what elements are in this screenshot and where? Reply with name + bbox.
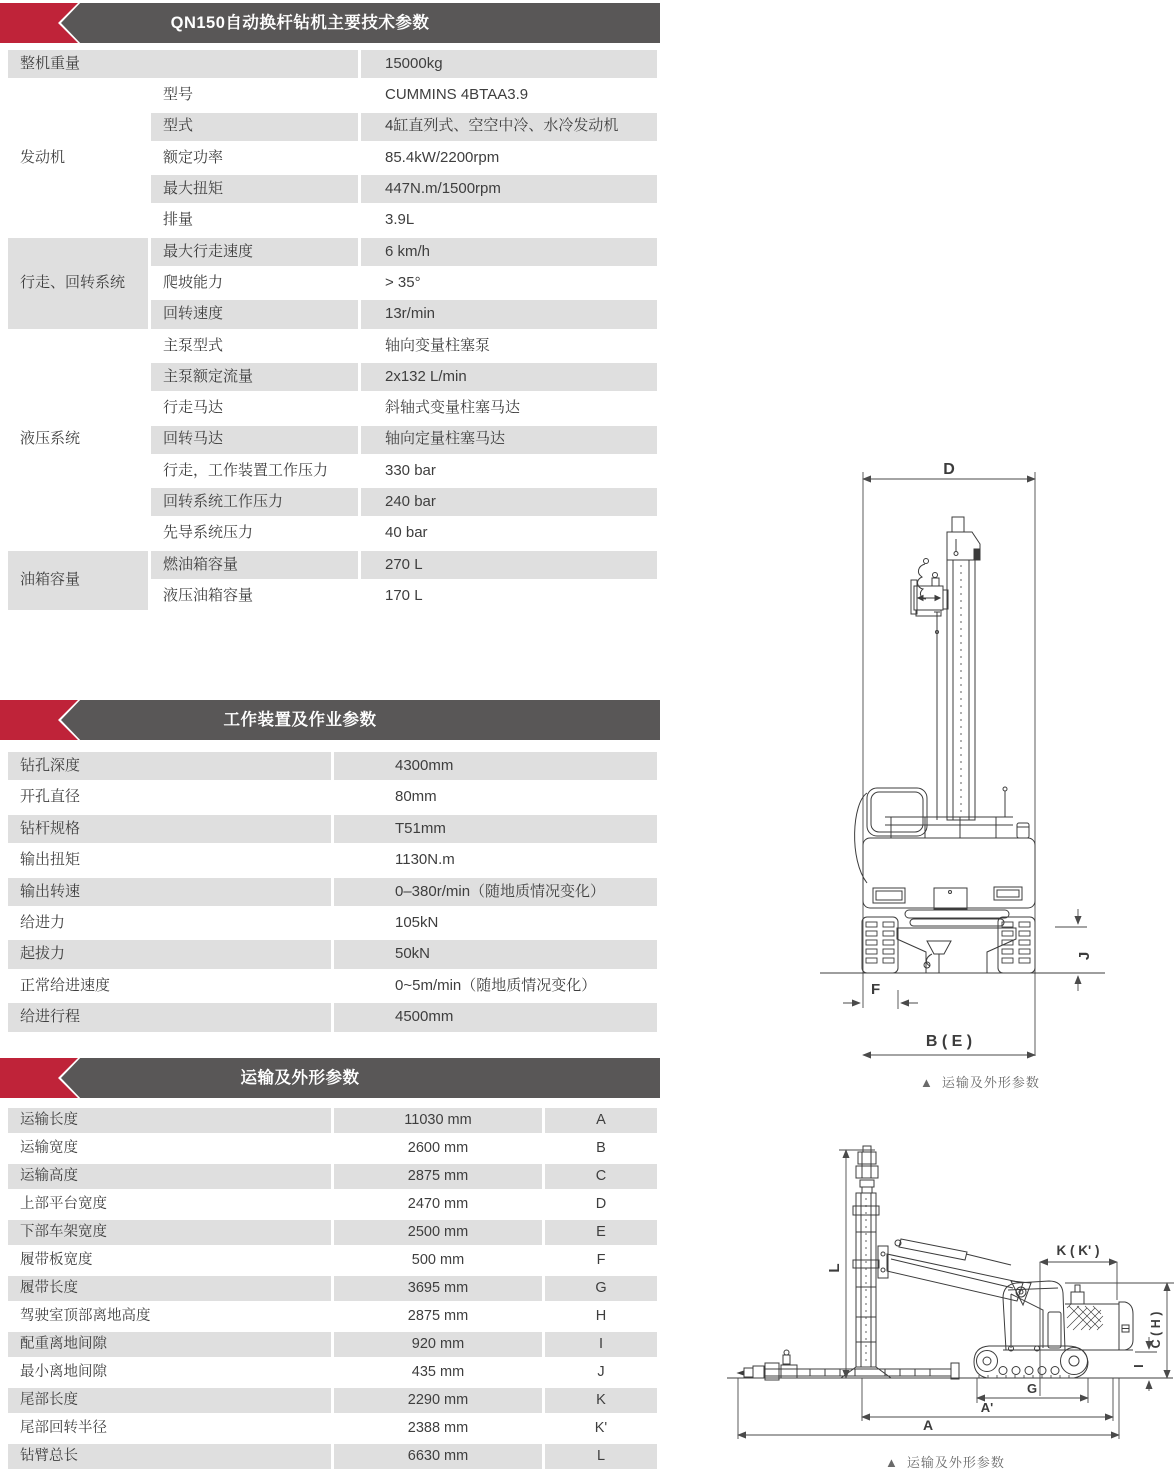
spec-row-value: 4缸直列式、空空中冷、水冷发动机: [361, 113, 657, 141]
spec-row-label: 下部车架宽度: [8, 1220, 331, 1245]
side-view-drawing: [715, 1142, 1174, 1447]
spec-row-value: 4300mm: [334, 752, 657, 780]
spec-row-value: 2875 mm: [334, 1304, 542, 1329]
spec-row-value: 500 mm: [334, 1248, 542, 1273]
dim-label-i: I: [1131, 1364, 1146, 1368]
spec-row-value: 3.9L: [361, 206, 657, 234]
dim-code: A: [545, 1108, 657, 1133]
spec-row-label: 正常给进速度: [8, 972, 331, 1000]
dim-code: K: [545, 1388, 657, 1413]
dim-code: I: [545, 1332, 657, 1357]
dim-code: K': [545, 1416, 657, 1441]
spec-row-value: 13r/min: [361, 300, 657, 328]
dim-code: C: [545, 1164, 657, 1189]
spec-row-label: 运输高度: [8, 1164, 331, 1189]
side-view-caption: [715, 1452, 1174, 1471]
front-view-drawing: [815, 460, 1145, 1085]
spec-row-value: 2500 mm: [334, 1220, 542, 1245]
triangle-marker-icon: ▲: [885, 1455, 898, 1470]
dim-label-d: D: [943, 461, 955, 478]
spec-row-label: 回转速度: [151, 300, 358, 328]
spec-row-label: 履带板宽度: [8, 1248, 331, 1273]
spec-row-value: 2875 mm: [334, 1164, 542, 1189]
spec-row-label: 行走马达: [151, 394, 358, 422]
dim-code: F: [545, 1248, 657, 1273]
dim-label-be: B ( E ): [925, 1033, 973, 1050]
spec-row-label: 输出扭矩: [8, 846, 331, 874]
dim-label-f: F: [871, 981, 881, 998]
spec-row-value: T51mm: [334, 815, 657, 843]
dim-label-a: A: [922, 1417, 934, 1433]
spec-group-label: 发动机: [8, 81, 148, 234]
dim-code: B: [545, 1136, 657, 1161]
spec-row-label: 排量: [151, 206, 358, 234]
spec-row-label: 液压油箱容量: [151, 582, 358, 610]
spec-row-label: 回转马达: [151, 426, 358, 454]
spec-row-value: CUMMINS 4BTAA3.9: [361, 81, 657, 109]
spec-row-label: 燃油箱容量: [151, 551, 358, 579]
spec-row-label: 型号: [151, 81, 358, 109]
spec-row-label: 最大扭矩: [151, 175, 358, 203]
spec-row-value: 240 bar: [361, 488, 657, 516]
dim-label-a-prime: A': [980, 1400, 994, 1415]
spec-row-value: 轴向定量柱塞马达: [361, 426, 657, 454]
spec-row-value: 4500mm: [334, 1003, 657, 1031]
spec-row-label: 钻臂总长: [8, 1444, 331, 1469]
work-params-table: [8, 752, 657, 1032]
spec-row-value: 2600 mm: [334, 1136, 542, 1161]
dimension-labels: [871, 461, 1093, 1050]
spec-row-value: 6 km/h: [361, 238, 657, 266]
dim-label-g: G: [1026, 1381, 1038, 1396]
spec-row-label: 最小离地间隙: [8, 1360, 331, 1385]
spec-row-value: 斜轴式变量柱塞马达: [361, 394, 657, 422]
spec-row-label: 钻孔深度: [8, 752, 331, 780]
dimension-lines: [738, 1150, 1174, 1439]
spec-row-label: 给进行程: [8, 1003, 331, 1031]
spec-row-value: 330 bar: [361, 457, 657, 485]
dim-label-ch: C ( H ): [1149, 1311, 1163, 1349]
dim-code: E: [545, 1220, 657, 1245]
spec-row-value: > 35°: [361, 269, 657, 297]
spec-row-label: 整机重量: [8, 50, 358, 78]
spec-row-value: 85.4kW/2200rpm: [361, 144, 657, 172]
spec-row-label: 行走，工作装置工作压力: [151, 457, 358, 485]
spec-row-label: 先导系统压力: [151, 519, 358, 547]
transport-params-title: 运输及外形参数: [240, 1069, 360, 1087]
spec-group-label: 液压系统: [8, 332, 148, 548]
spec-row-value: 0~5m/min（随地质情况变化）: [334, 972, 657, 1000]
spec-row-value: 2290 mm: [334, 1388, 542, 1413]
spec-group-label: 油箱容量: [8, 551, 148, 611]
dimension-labels: [826, 1243, 1163, 1433]
spec-row-value: 15000kg: [361, 50, 657, 78]
spec-row-value: 6630 mm: [334, 1444, 542, 1469]
work-params-header: [0, 700, 660, 740]
spec-row-value: 105kN: [334, 909, 657, 937]
spec-row-value: 435 mm: [334, 1360, 542, 1385]
spec-row-label: 主泵型式: [151, 332, 358, 360]
spec-row-value: 轴向变量柱塞泵: [361, 332, 657, 360]
spec-row-label: 主泵额定流量: [151, 363, 358, 391]
spec-row-value: 11030 mm: [334, 1108, 542, 1133]
spec-row-label: 额定功率: [151, 144, 358, 172]
spec-row-label: 运输宽度: [8, 1136, 331, 1161]
dim-label-j: J: [1076, 951, 1093, 961]
main-specs-table: [8, 50, 657, 610]
spec-row-label: 输出转速: [8, 878, 331, 906]
spec-row-value: 2470 mm: [334, 1192, 542, 1217]
spec-row-value: 0–380r/min（随地质情况变化）: [334, 878, 657, 906]
spec-row-value: 170 L: [361, 582, 657, 610]
dim-label-kk: K ( K' ): [1056, 1243, 1100, 1258]
dim-code: G: [545, 1276, 657, 1301]
dim-label-l: L: [826, 1263, 843, 1273]
dim-code: D: [545, 1192, 657, 1217]
spec-row-label: 爬坡能力: [151, 269, 358, 297]
spec-row-value: 80mm: [334, 783, 657, 811]
transport-params-header: [0, 1058, 660, 1098]
spec-row-label: 给进力: [8, 909, 331, 937]
spec-row-value: 920 mm: [334, 1332, 542, 1357]
spec-row-label: 开孔直径: [8, 783, 331, 811]
spec-row-label: 最大行走速度: [151, 238, 358, 266]
spec-row-value: 2x132 L/min: [361, 363, 657, 391]
spec-row-value: 50kN: [334, 940, 657, 968]
transport-params-table: [8, 1108, 657, 1469]
spec-row-value: 1130N.m: [334, 846, 657, 874]
spec-row-label: 配重离地间隙: [8, 1332, 331, 1357]
spec-row-label: 尾部长度: [8, 1388, 331, 1413]
spec-row-label: 回转系统工作压力: [151, 488, 358, 516]
spec-row-value: 270 L: [361, 551, 657, 579]
spec-row-label: 履带长度: [8, 1276, 331, 1301]
spec-row-label: 上部平台宽度: [8, 1192, 331, 1217]
caption-text: 运输及外形参数: [906, 1455, 1005, 1470]
dim-code: J: [545, 1360, 657, 1385]
dim-code: H: [545, 1304, 657, 1329]
spec-row-value: 447N.m/1500rpm: [361, 175, 657, 203]
work-params-title: 工作装置及作业参数: [223, 711, 377, 729]
triangle-marker-icon: ▲: [920, 1075, 933, 1090]
spec-row-label: 驾驶室顶部离地高度: [8, 1304, 331, 1329]
main-specs-title: QN150自动换杆钻机主要技术参数: [170, 14, 430, 32]
caption-text: 运输及外形参数: [941, 1075, 1040, 1090]
dim-code: L: [545, 1444, 657, 1469]
main-specs-header: [0, 3, 660, 43]
spec-row-label: 运输长度: [8, 1108, 331, 1133]
spec-row-value: 2388 mm: [334, 1416, 542, 1441]
drill-rig-side-view: [727, 1146, 1173, 1380]
spec-row-value: 3695 mm: [334, 1276, 542, 1301]
spec-row-value: 40 bar: [361, 519, 657, 547]
spec-row-label: 尾部回转半径: [8, 1416, 331, 1441]
front-view-caption: [815, 1072, 1145, 1091]
spec-group-label: 行走、回转系统: [8, 238, 148, 329]
spec-row-label: 型式: [151, 113, 358, 141]
spec-row-label: 钻杆规格: [8, 815, 331, 843]
spec-row-label: 起拔力: [8, 940, 331, 968]
